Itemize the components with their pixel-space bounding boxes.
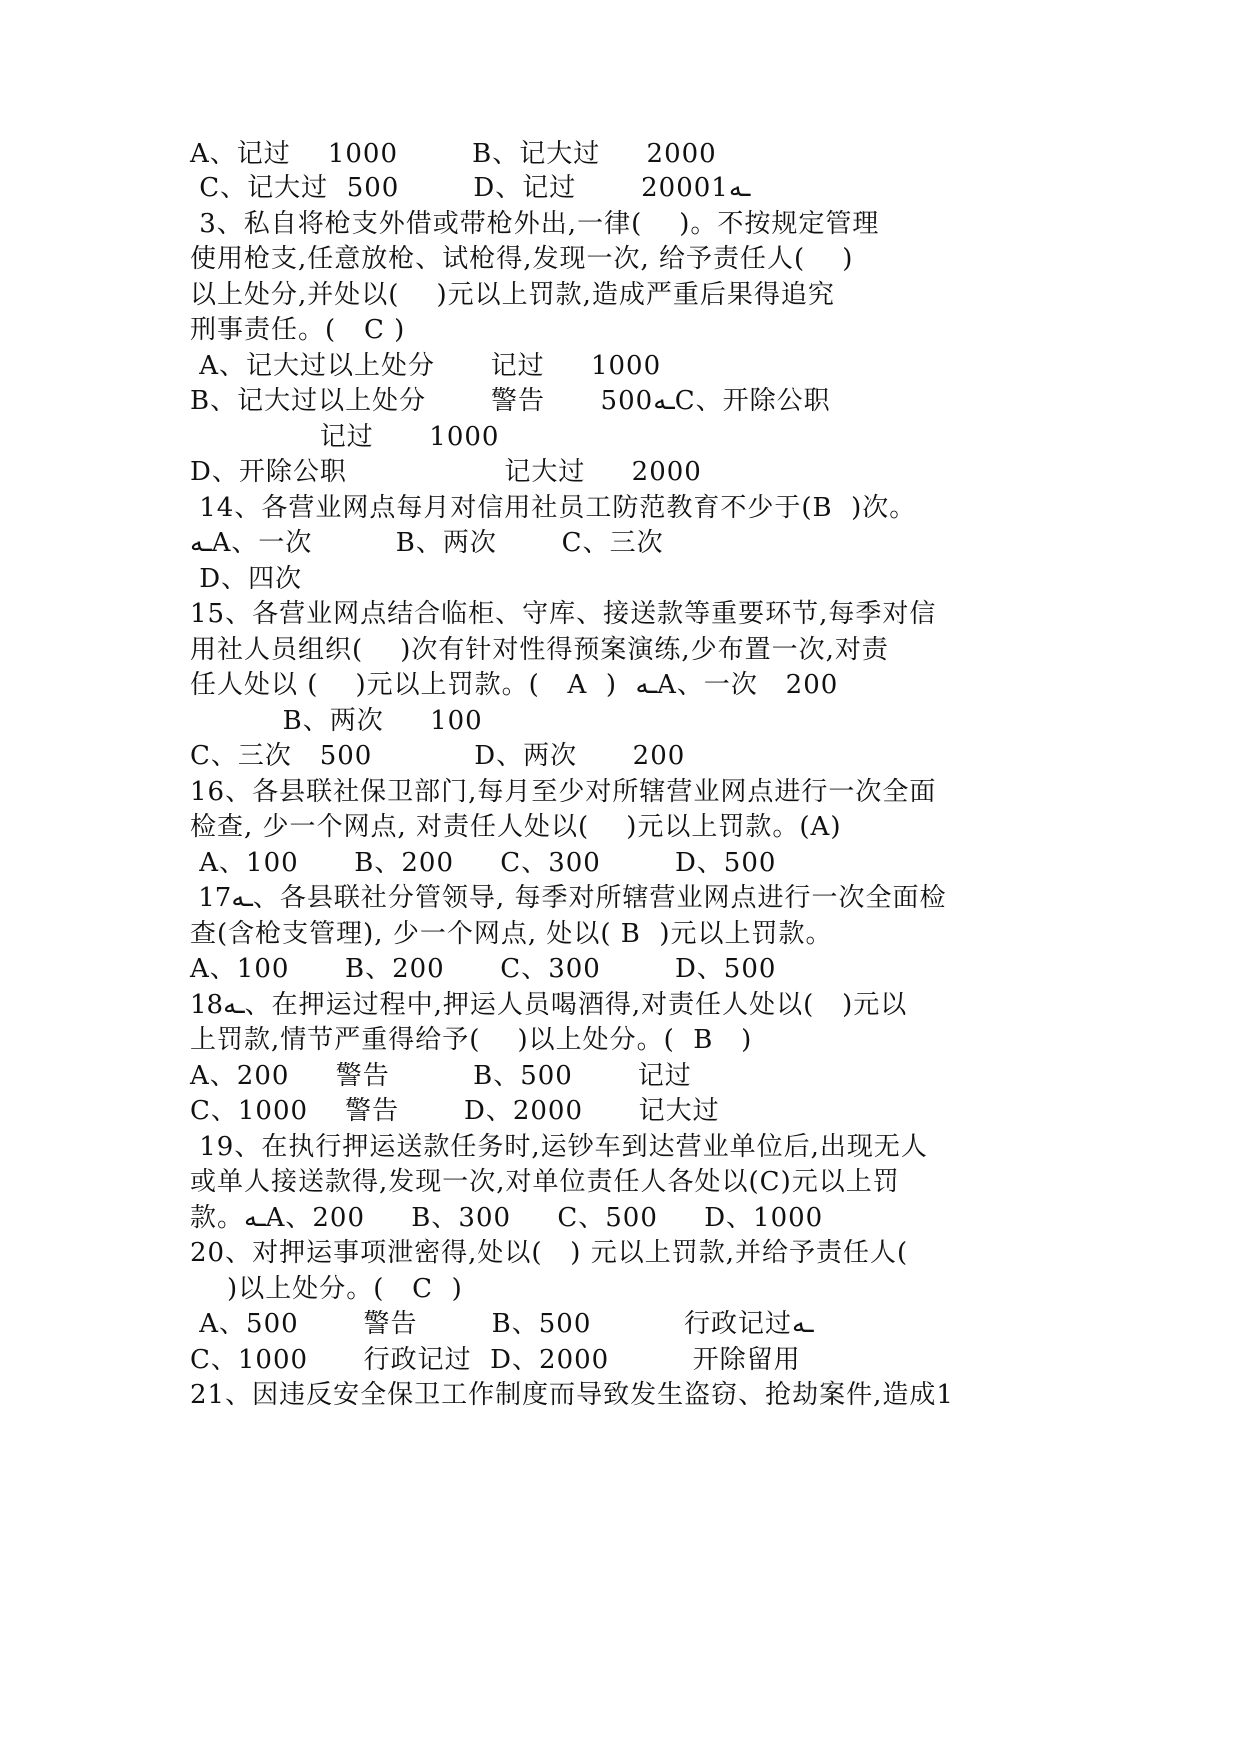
text-line: 以上处分,并处以( )元以上罚款,造成严重后果得追究 — [190, 280, 835, 310]
text-line: D、四次 — [190, 564, 303, 594]
text-line: C、1000 警告 D、2000 记大过 — [190, 1096, 720, 1126]
text-line: 或单人接送款得,发现一次,对单位责任人各处以(C)元以上罚 — [190, 1167, 900, 1197]
text-line: 刑事责任。( C ) — [190, 315, 406, 345]
text-line: C、1000 行政记过 D、2000 开除留用 — [190, 1345, 801, 1375]
text-line: 14、各营业网点每月对信用社员工防范教育不少于(B )次。 — [190, 493, 917, 523]
text-line: )以上处分。( C ) — [190, 1274, 463, 1304]
text-line: 用社人员组织( )次有针对性得预案演练,少布置一次,对责 — [190, 635, 889, 665]
text-line: A、100 B、200 C、300 D、500 — [190, 954, 777, 984]
text-line: 15、各营业网点结合临柜、守库、接送款等重要环节,每季对信 — [190, 599, 937, 629]
text-line: A、记过 1000 B、记大过 2000 — [190, 139, 717, 169]
text-line: 检查, 少一个网点, 对责任人处以( )元以上罚款。(A) — [190, 812, 842, 842]
text-line: ـهA、一次 B、两次 C、三次 — [190, 528, 664, 558]
text-line: 任人处以 ( )元以上罚款。( A ) ـهA、一次 200 — [190, 670, 839, 700]
text-line: A、500 警告 B、500 行政记过ـه — [190, 1309, 814, 1339]
text-line: 查(含枪支管理), 少一个网点, 处以( B )元以上罚款。 — [190, 919, 833, 949]
text-line: A、记大过以上处分 记过 1000 — [190, 351, 662, 381]
text-line: 18ـه、在押运过程中,押运人员喝酒得,对责任人处以( )元以 — [190, 990, 908, 1020]
text-line: B、记大过以上处分 警告 500ـهC、开除公职 — [190, 386, 831, 416]
text-line: 21、因违反安全保卫工作制度而导致发生盗窃、抢劫案件,造成1 — [190, 1380, 954, 1410]
text-line: 19、在执行押运送款任务时,运钞车到达营业单位后,出现无人 — [190, 1132, 928, 1162]
text-line: 上罚款,情节严重得给予( )以上处分。( B ) — [190, 1025, 753, 1055]
text-line: B、两次 100 — [190, 706, 483, 736]
text-line: 3、私自将枪支外借或带枪外出,一律( )。不按规定管理 — [190, 209, 880, 239]
text-line: 17ـه、各县联社分管领导, 每季对所辖营业网点进行一次全面检 — [190, 883, 947, 913]
text-line: 记过 1000 — [190, 422, 500, 452]
text-line: A、100 B、200 C、300 D、500 — [190, 848, 777, 878]
text-line: 款。ـهA、200 B、300 C、500 D、1000 — [190, 1203, 824, 1233]
text-line: 20、对押运事项泄密得,处以( ) 元以上罚款,并给予责任人( — [190, 1238, 909, 1268]
text-line: 16、各县联社保卫部门,每月至少对所辖营业网点进行一次全面 — [190, 777, 937, 807]
text-line: D、开除公职 记大过 2000 — [190, 457, 702, 487]
text-line: C、记大过 500 D、记过 20001ـه — [190, 173, 751, 203]
text-line: A、200 警告 B、500 记过 — [190, 1061, 692, 1091]
text-line: 使用枪支,任意放枪、试枪得,发现一次, 给予责任人( ) — [190, 244, 854, 274]
text-line: C、三次 500 D、两次 200 — [190, 741, 686, 771]
